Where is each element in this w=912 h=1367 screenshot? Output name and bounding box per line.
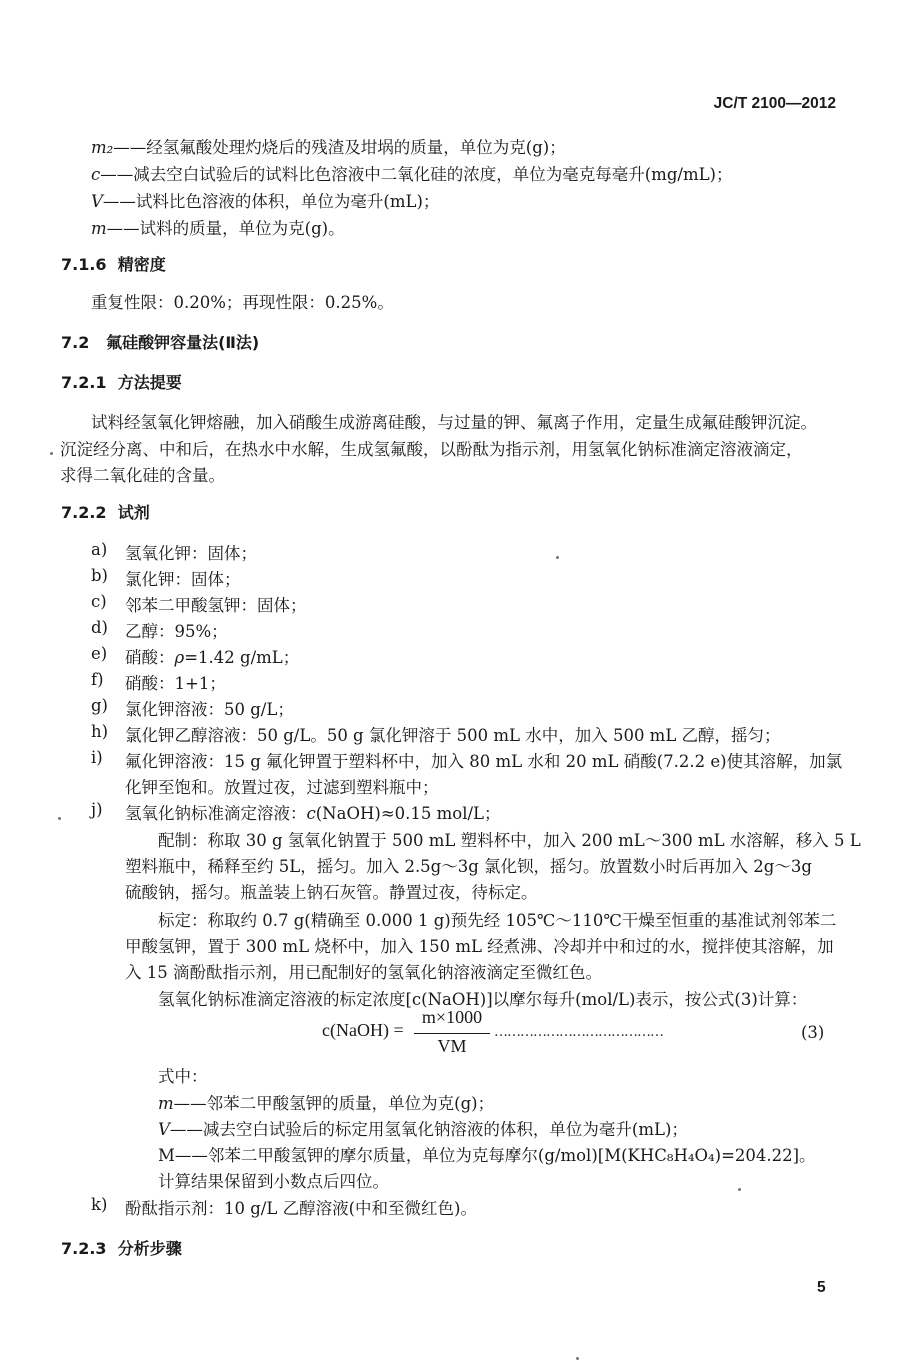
reagent-label: d) bbox=[91, 618, 108, 637]
def-text: ——减去空白试验后的试料比色溶液中二氧化硅的浓度，单位为毫克每毫升(mg/mL)； bbox=[100, 165, 733, 184]
reagent-text: 酚酞指示剂：10 g/L 乙醇溶液(中和至微红色)。 bbox=[125, 1199, 477, 1218]
reagent-text: 氟化钾溶液：15 g 氟化钾置于塑料杯中，加入 80 mL 水和 20 mL 硝酸(7.2.2 e)使其溶解，加氯 bbox=[125, 752, 843, 771]
reagent-label: j) bbox=[91, 800, 103, 819]
section-title: 分析步骤 bbox=[117, 1239, 182, 1258]
def-text: ——经氢氟酸处理灼烧后的残渣及坩埚的质量，单位为克(g)； bbox=[113, 138, 566, 157]
where-def-m bbox=[158, 1090, 494, 1114]
reagent-text-post: (NaOH)≈0.15 mol/L； bbox=[315, 804, 501, 823]
section-number: 7.2 bbox=[61, 333, 90, 352]
precision-text: 重复性限：0.20%；再现性限：0.25%。 bbox=[91, 293, 394, 312]
section-title: 精密度 bbox=[117, 255, 166, 274]
reagent-j bbox=[91, 800, 103, 819]
reagent-text-pre: 氢氧化钠标准滴定溶液： bbox=[125, 804, 307, 823]
section-title: 方法提要 bbox=[117, 373, 182, 392]
reagent-label: f) bbox=[91, 670, 104, 689]
reagent-h bbox=[91, 722, 108, 741]
def-symbol: m bbox=[158, 1094, 174, 1113]
reagent-text: 氯化钾乙醇溶液：50 g/L。50 g 氯化钾溶于 500 mL 水中，加入 500 mL 乙醇，摇匀； bbox=[125, 726, 781, 745]
section-number: 7.2.3 bbox=[61, 1239, 107, 1258]
prep-line-2: 塑料瓶中，稀释至约 5L，摇匀。加入 2.5g～3g 氯化钡，摇匀。放置数小时后再加入 2g～3g bbox=[125, 857, 812, 876]
def-text: ——试料的质量，单位为克(g)。 bbox=[106, 219, 345, 238]
formula-numerator: m×1000 bbox=[421, 1007, 483, 1027]
reagent-label: a) bbox=[91, 540, 108, 559]
rho-symbol: ρ bbox=[174, 648, 185, 667]
section-7-2-1-heading bbox=[61, 370, 182, 393]
reagent-text: 乙醇：95%； bbox=[125, 622, 228, 641]
reagent-e bbox=[91, 644, 107, 663]
section-number: 7.2.2 bbox=[61, 503, 107, 522]
reagent-text: 氯化钾：固体； bbox=[125, 570, 241, 589]
formula-lhs: c(NaOH) = bbox=[322, 1020, 404, 1040]
summary-line-3: 求得二氧化硅的含量。 bbox=[60, 466, 225, 485]
reagent-f bbox=[91, 670, 104, 689]
reagent-i bbox=[91, 748, 103, 767]
def-m bbox=[91, 215, 345, 239]
reagent-label: e) bbox=[91, 644, 108, 663]
reagent-text bbox=[125, 800, 501, 824]
reagent-text: 邻苯二甲酸氢钾：固体； bbox=[125, 596, 307, 615]
reagent-text-cont: 化钾至饱和。放置过夜，过滤到塑料瓶中； bbox=[125, 778, 439, 797]
section-7-1-6-heading bbox=[61, 252, 166, 275]
section-7-2-3-heading bbox=[61, 1236, 182, 1259]
std-line-1: 标定：称取约 0.7 g(精确至 0.000 1 g)预先经 105℃～110℃干燥至恒重的基准试剂邻苯二 bbox=[158, 911, 837, 930]
reagent-label: c) bbox=[91, 592, 107, 611]
reagent-b bbox=[91, 566, 108, 585]
formula-number: (3) bbox=[801, 1023, 825, 1042]
reagent-c bbox=[91, 592, 107, 611]
def-symbol: M bbox=[158, 1146, 175, 1165]
reagent-text: 氢氧化钾：固体； bbox=[125, 544, 257, 563]
reagent-label: h) bbox=[91, 722, 109, 741]
reagent-k bbox=[91, 1195, 107, 1214]
page-number: 5 bbox=[817, 1279, 826, 1296]
section-number: 7.2.1 bbox=[61, 373, 107, 392]
std-line-3: 入 15 滴酚酞指示剂，用已配制好的氢氧化钠溶液滴定至微红色。 bbox=[125, 963, 602, 982]
def-text: ——邻苯二甲酸氢钾的质量，单位为克(g)； bbox=[173, 1094, 495, 1113]
reagent-text: 硝酸：1+1； bbox=[125, 674, 226, 693]
reagent-label: i) bbox=[91, 748, 103, 767]
reagent-label: k) bbox=[91, 1195, 108, 1214]
std-line-2: 甲酸氢钾，置于 300 mL 烧杯中，加入 150 mL 经煮沸、冷却并中和过的水，搅拌使其溶解，加 bbox=[125, 937, 834, 956]
c-symbol: c bbox=[306, 804, 316, 823]
calc-line: 氢氧化钠标准滴定溶液的标定浓度[c(NaOH)]以摩尔每升(mol/L)表示，按公式(3)计算： bbox=[158, 990, 808, 1009]
section-number: 7.1.6 bbox=[61, 255, 107, 274]
reagent-g bbox=[91, 696, 108, 715]
def-symbol: V bbox=[91, 192, 103, 211]
def-symbol: m₂ bbox=[91, 138, 114, 157]
def-m2 bbox=[91, 134, 566, 158]
reagent-text-post: =1.42 g/mL； bbox=[184, 648, 300, 667]
reagent-text bbox=[125, 644, 299, 668]
where-def-v bbox=[158, 1116, 688, 1140]
def-text: ——邻苯二甲酸氢钾的摩尔质量，单位为克每摩尔(g/mol)[M(KHC₈H₄O₄)=204.22]。 bbox=[174, 1146, 816, 1165]
def-text: ——减去空白试验后的标定用氢氧化钠溶液的体积，单位为毫升(mL)； bbox=[169, 1120, 688, 1139]
section-title: 试剂 bbox=[117, 503, 150, 522]
scan-speck bbox=[738, 1188, 741, 1191]
prep-line-3: 硫酸钠，摇匀。瓶盖装上钠石灰管。静置过夜，待标定。 bbox=[125, 883, 538, 902]
reagent-d bbox=[91, 618, 108, 637]
reagent-label: g) bbox=[91, 696, 108, 715]
reagent-a bbox=[91, 540, 107, 559]
summary-line-2: 沉淀经分离、中和后，在热水中水解，生成氢氟酸，以酚酞为指示剂，用氢氧化钠标准滴定溶液滴定， bbox=[60, 440, 803, 459]
fraction-bar bbox=[414, 1033, 490, 1034]
def-c bbox=[91, 161, 733, 185]
prep-line-1: 配制：称取 30 g 氢氧化钠置于 500 mL 塑料杯中，加入 200 mL～300 mL 水溶解，移入 5 L bbox=[158, 831, 861, 850]
summary-line-1: 试料经氢氧化钾熔融，加入硝酸生成游离硅酸，与过量的钾、氟离子作用，定量生成氟硅酸钾沉淀。 bbox=[91, 413, 817, 432]
def-symbol: c bbox=[91, 165, 101, 184]
reagent-label: b) bbox=[91, 566, 108, 585]
standard-code: JC/T 2100—2012 bbox=[713, 95, 836, 112]
scan-speck bbox=[50, 452, 53, 455]
round-note: 计算结果保留到小数点后四位。 bbox=[158, 1172, 389, 1191]
where-def-M bbox=[158, 1142, 816, 1166]
def-symbol: m bbox=[91, 219, 107, 238]
formula-leader-dots: ………………………………… bbox=[494, 1024, 663, 1040]
reagent-text: 氯化钾溶液：50 g/L； bbox=[125, 700, 294, 719]
reagent-text-pre: 硝酸： bbox=[125, 648, 175, 667]
section-7-2-heading bbox=[61, 330, 259, 353]
scan-speck bbox=[576, 1357, 579, 1360]
scan-speck bbox=[556, 556, 559, 559]
where-label: 式中： bbox=[158, 1067, 208, 1086]
def-v bbox=[91, 188, 439, 212]
formula-denominator: VM bbox=[437, 1036, 467, 1056]
def-symbol: V bbox=[158, 1120, 170, 1139]
scan-speck bbox=[58, 817, 61, 820]
section-7-2-2-heading bbox=[61, 500, 150, 523]
def-text: ——试料比色溶液的体积，单位为毫升(mL)； bbox=[102, 192, 440, 211]
section-title: 氟硅酸钾容量法(Ⅱ法) bbox=[106, 333, 260, 352]
